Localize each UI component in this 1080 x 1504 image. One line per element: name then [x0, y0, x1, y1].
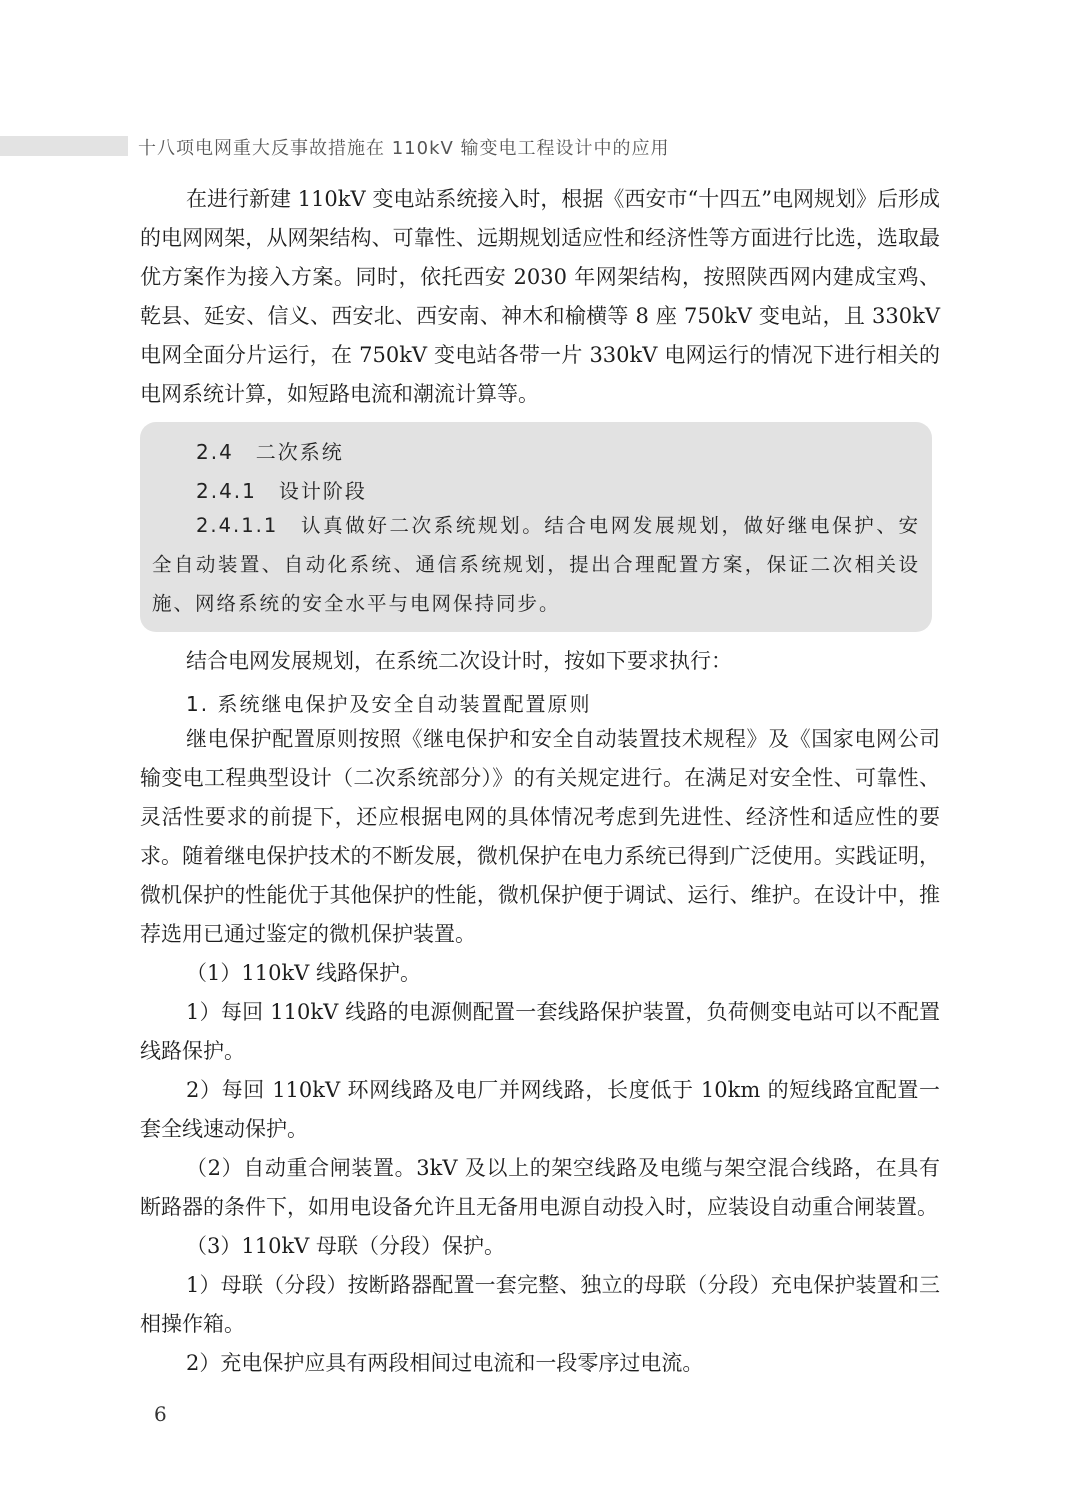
list-item-3: （3）110kV 母联（分段）保护。: [186, 1234, 506, 1258]
header-decoration-bar: [0, 136, 128, 156]
page-number: 6: [154, 1402, 167, 1426]
list-item-2: （2）自动重合闸装置。3kV 及以上的架空线路及电缆与架空混合线路，在具有断路器的条件下，如用电设备允许且无备用电源自动投入时，应装设自动重合闸装置。: [140, 1156, 940, 1219]
running-header: 十八项电网重大反事故措施在 110kV 输变电工程设计中的应用: [138, 138, 670, 159]
list-item-3-2: 2）充电保护应具有两段相间过电流和一段零序过电流。: [186, 1351, 704, 1375]
section-heading: 2.4 二次系统: [196, 440, 344, 464]
clause-paragraph: 2.4.1.1 认真做好二次系统规划。结合电网发展规划，做好继电保护、安全自动装置、自动化系统、通信系统规划，提出合理配置方案，保证二次相关设施、网络系统的安全水平与电网保持同步。: [152, 514, 920, 615]
list-item-1-1: 1）每回 110kV 线路的电源侧配置一套线路保护装置，负荷侧变电站可以不配置线路保护。: [140, 1000, 940, 1063]
list-item-1-2: 2）每回 110kV 环网线路及电厂并网线路，长度低于 10km 的短线路宜配置一套全线速动保护。: [140, 1078, 940, 1141]
list-item-3-1: 1）母联（分段）按断路器配置一套完整、独立的母联（分段）充电保护装置和三相操作箱。: [140, 1273, 940, 1336]
section-title: 1. 系统继电保护及安全自动装置配置原则: [186, 692, 592, 716]
list-item-1: （1）110kV 线路保护。: [186, 961, 422, 985]
intro-paragraph: 在进行新建 110kV 变电站系统接入时，根据《西安市“十四五”电网规划》后形成的电网网架，从网架结构、可靠性、远期规划适应性和经济性等方面进行比选，选取最优方案作为接入方案。同时，依托西安 2030 年网架结构，按照陕西网内建成宝鸡、乾县、延安、信义、西安北、西安南、神木和榆横等 8 座 750kV 变电站，且 330kV 电网全面分片运行，在 750kV 变电站各带一片 330kV 电网运行的情况下进行相关的电网系统计算，如短路电流和潮流计算等。: [140, 187, 940, 406]
subsection-heading: 2.4.1 设计阶段: [196, 479, 367, 503]
lead-paragraph: 结合电网发展规划，在系统二次设计时，按如下要求执行：: [186, 649, 732, 673]
relay-principle-paragraph: 继电保护配置原则按照《继电保护和安全自动装置技术规程》及《国家电网公司输变电工程典型设计（二次系统部分）》的有关规定进行。在满足对安全性、可靠性、灵活性要求的前提下，还应根据电网的具体情况考虑到先进性、经济性和适应性的要求。随着继电保护技术的不断发展，微机保护在电力系统已得到广泛使用。实践证明，微机保护的性能优于其他保护的性能，微机保护便于调试、运行、维护。在设计中，推荐选用已通过鉴定的微机保护装置。: [140, 727, 940, 946]
